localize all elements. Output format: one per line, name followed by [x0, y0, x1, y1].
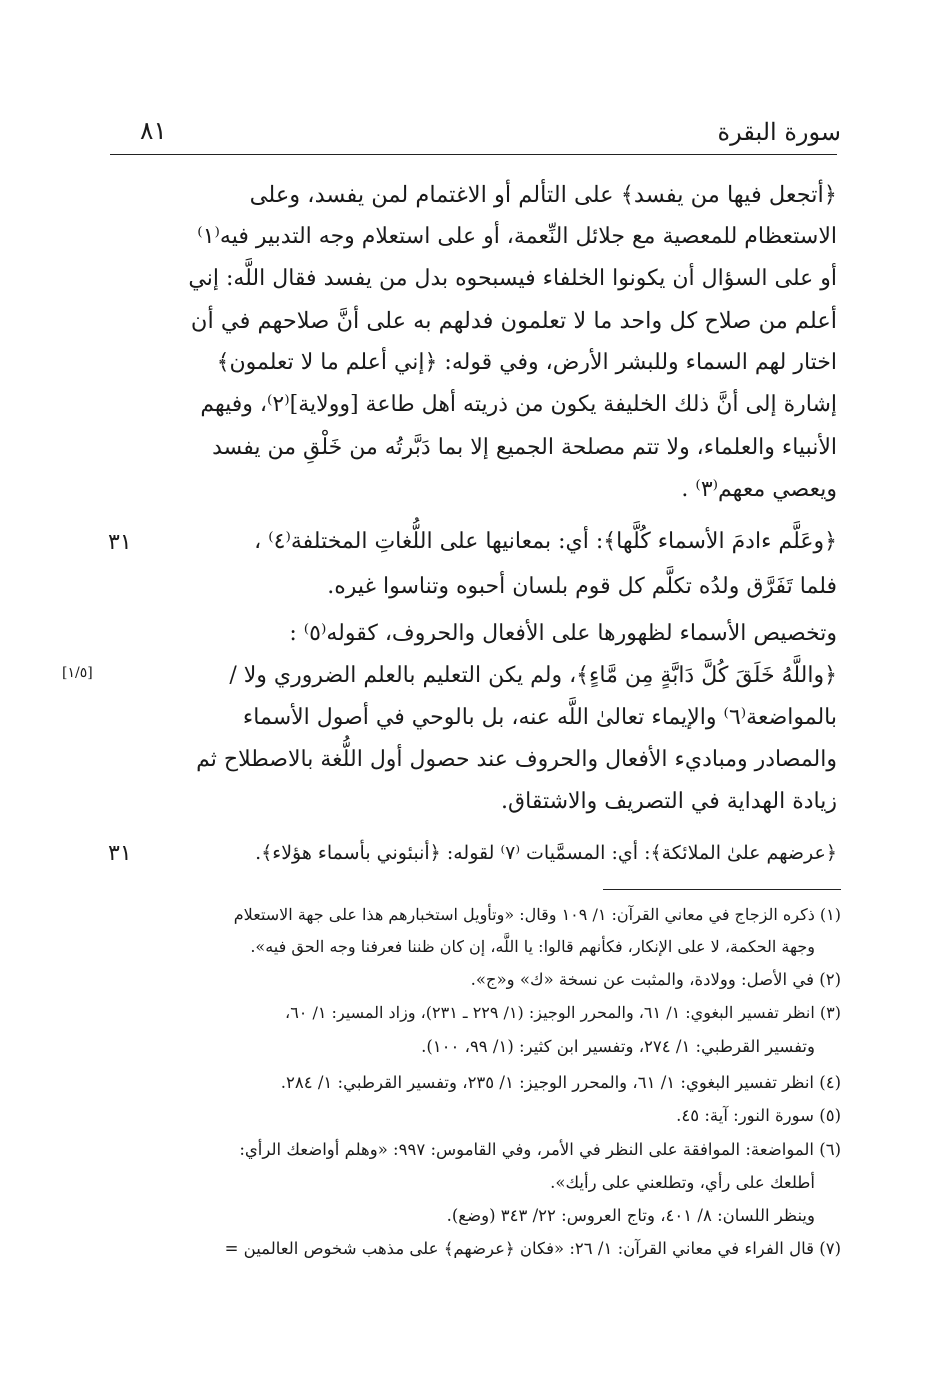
body-line: ﴿وعَلَّم ءادمَ الأسماء كُلَّها﴾: أي: بمعانيها على اللُّغاتِ المختلفة⁽٤⁾ ، — [254, 529, 837, 554]
footnote-line: وتفسير القرطبي: ١/ ٢٧٤، وتفسير ابن كثير: (١/ ٩٩، ١٠٠). — [421, 1037, 815, 1056]
body-line: والمصادر ومباديء الأفعال والحروف عند حصول أول اللُّغة بالاصطلاح ثم — [196, 747, 837, 772]
footnote-line: (٢) في الأصل: وولادة، والمثبت عن نسخة «ك» و«ج». — [470, 970, 841, 989]
verse-number: ٣١ — [108, 841, 132, 866]
footnote-divider — [603, 889, 841, 890]
body-line: فلما تَفَرَّق ولدُه تكلَّم كل قوم بلسان أحبوه وتناسوا غيره. — [327, 574, 837, 599]
footnote-line: (٧) قال الفراء في معاني القرآن: ١/ ٢٦: «فكان ﴿عرضهم﴾ على مذهب شخوص العالمين = — [224, 1239, 841, 1258]
header-divider — [110, 154, 837, 155]
body-line: أو على السؤال أن يكونوا الخلفاء فيسبحوه بدل من يفسد فقال اللَّه: إني — [188, 266, 837, 291]
footnote-line: (٣) انظر تفسير البغوي: ١/ ٦١، والمحرر الوجيز: (١/ ٢٢٩ ـ ٢٣١)، وزاد المسير: ١/ ٦٠، — [285, 1003, 841, 1022]
body-line: الأنبياء والعلماء، ولا تتم مصلحة الجميع إلا بما دَبَّرتُه من خَلْقِ من يفسد — [212, 435, 837, 460]
body-line: ﴿واللَّهُ خَلَقَ كُلَّ دَابَّةٍ مِن مَّاءٍ﴾، ولم يكن التعليم بالعلم الضروري ولا / — [229, 663, 837, 688]
footnote-line: وينظر اللسان: ٨/ ٤٠١، وتاج العروس: ٢٢/ ٣٤٣ (وضع). — [446, 1206, 815, 1225]
body-line: الاستعظام للمعصية مع جلائل النِّعمة، أو على استعلام وجه التدبير فيه⁽١⁾ — [197, 224, 837, 249]
body-line: اختار لهم السماء وللبشر الأرض، وفي قوله: ﴿إني أعلم ما لا تعلمون﴾ — [216, 350, 837, 375]
footnote-line: (١) ذكره الزجاج في معاني القرآن: ١/ ١٠٩ وقال: «وتأويل استخبارهم هذا على جهة الاستعلام — [233, 905, 841, 924]
verse-number: ٣١ — [108, 530, 132, 555]
footnote-line: (٥) سورة النور: آية: ٤٥. — [676, 1106, 841, 1125]
margin-folio-ref: [١/٥] — [62, 665, 93, 681]
body-line: إشارة إلى أنَّ ذلك الخليفة يكون من ذريته أهل طاعة [وولاية]⁽٢⁾، وفيهم — [200, 392, 837, 417]
footnote-line: وجهة الحكمة، لا على الإنكار، فكأنهم قالوا: يا اللَّه، إن كان ظننا فعرفنا وجه الحق فيه». — [250, 937, 815, 956]
body-line: زيادة الهداية في التصريف والاشتقاق. — [501, 789, 837, 814]
footnote-line: (٦) المواضعة: الموافقة على النظر في الأمر، وفي القاموس: ٩٩٧: «وهلم أواضعك الرأي: — [239, 1140, 841, 1159]
body-line: ﴿أتجعل فيها من يفسد﴾ على التألم أو الاغتمام لمن يفسد، وعلى — [249, 182, 837, 208]
body-line: بالمواضعة⁽٦⁾ والإيماء تعالىٰ اللَّه عنه، بل بالوحي في أصول الأسماء — [242, 705, 837, 730]
footnote-line: أطلعك على رأي، وتطلعني على رأيك». — [550, 1173, 815, 1192]
surah-title: سورة البقرة — [717, 118, 841, 146]
body-line: أعلم من صلاح كل واحد ما لا تعلمون فدلهم به على أنَّ صلاحهم في أن — [190, 308, 837, 334]
body-line: ويعصي معهم⁽٣⁾ . — [681, 477, 837, 502]
footnote-line: (٤) انظر تفسير البغوي: ١/ ٦١، والمحرر الوجيز: ١/ ٢٣٥، وتفسير القرطبي: ١/ ٢٨٤. — [280, 1073, 841, 1092]
page-number: ٨١ — [140, 116, 167, 145]
body-line: ﴿عرضهم علىٰ الملائكة﴾: أي: المسمَّيات ⁽٧⁾ لقوله: ﴿أنبئوني بأسماء هؤلاء﴾. — [255, 842, 837, 864]
body-line: وتخصيص الأسماء لظهورها على الأفعال والحروف، كقوله⁽٥⁾ : — [289, 621, 837, 646]
